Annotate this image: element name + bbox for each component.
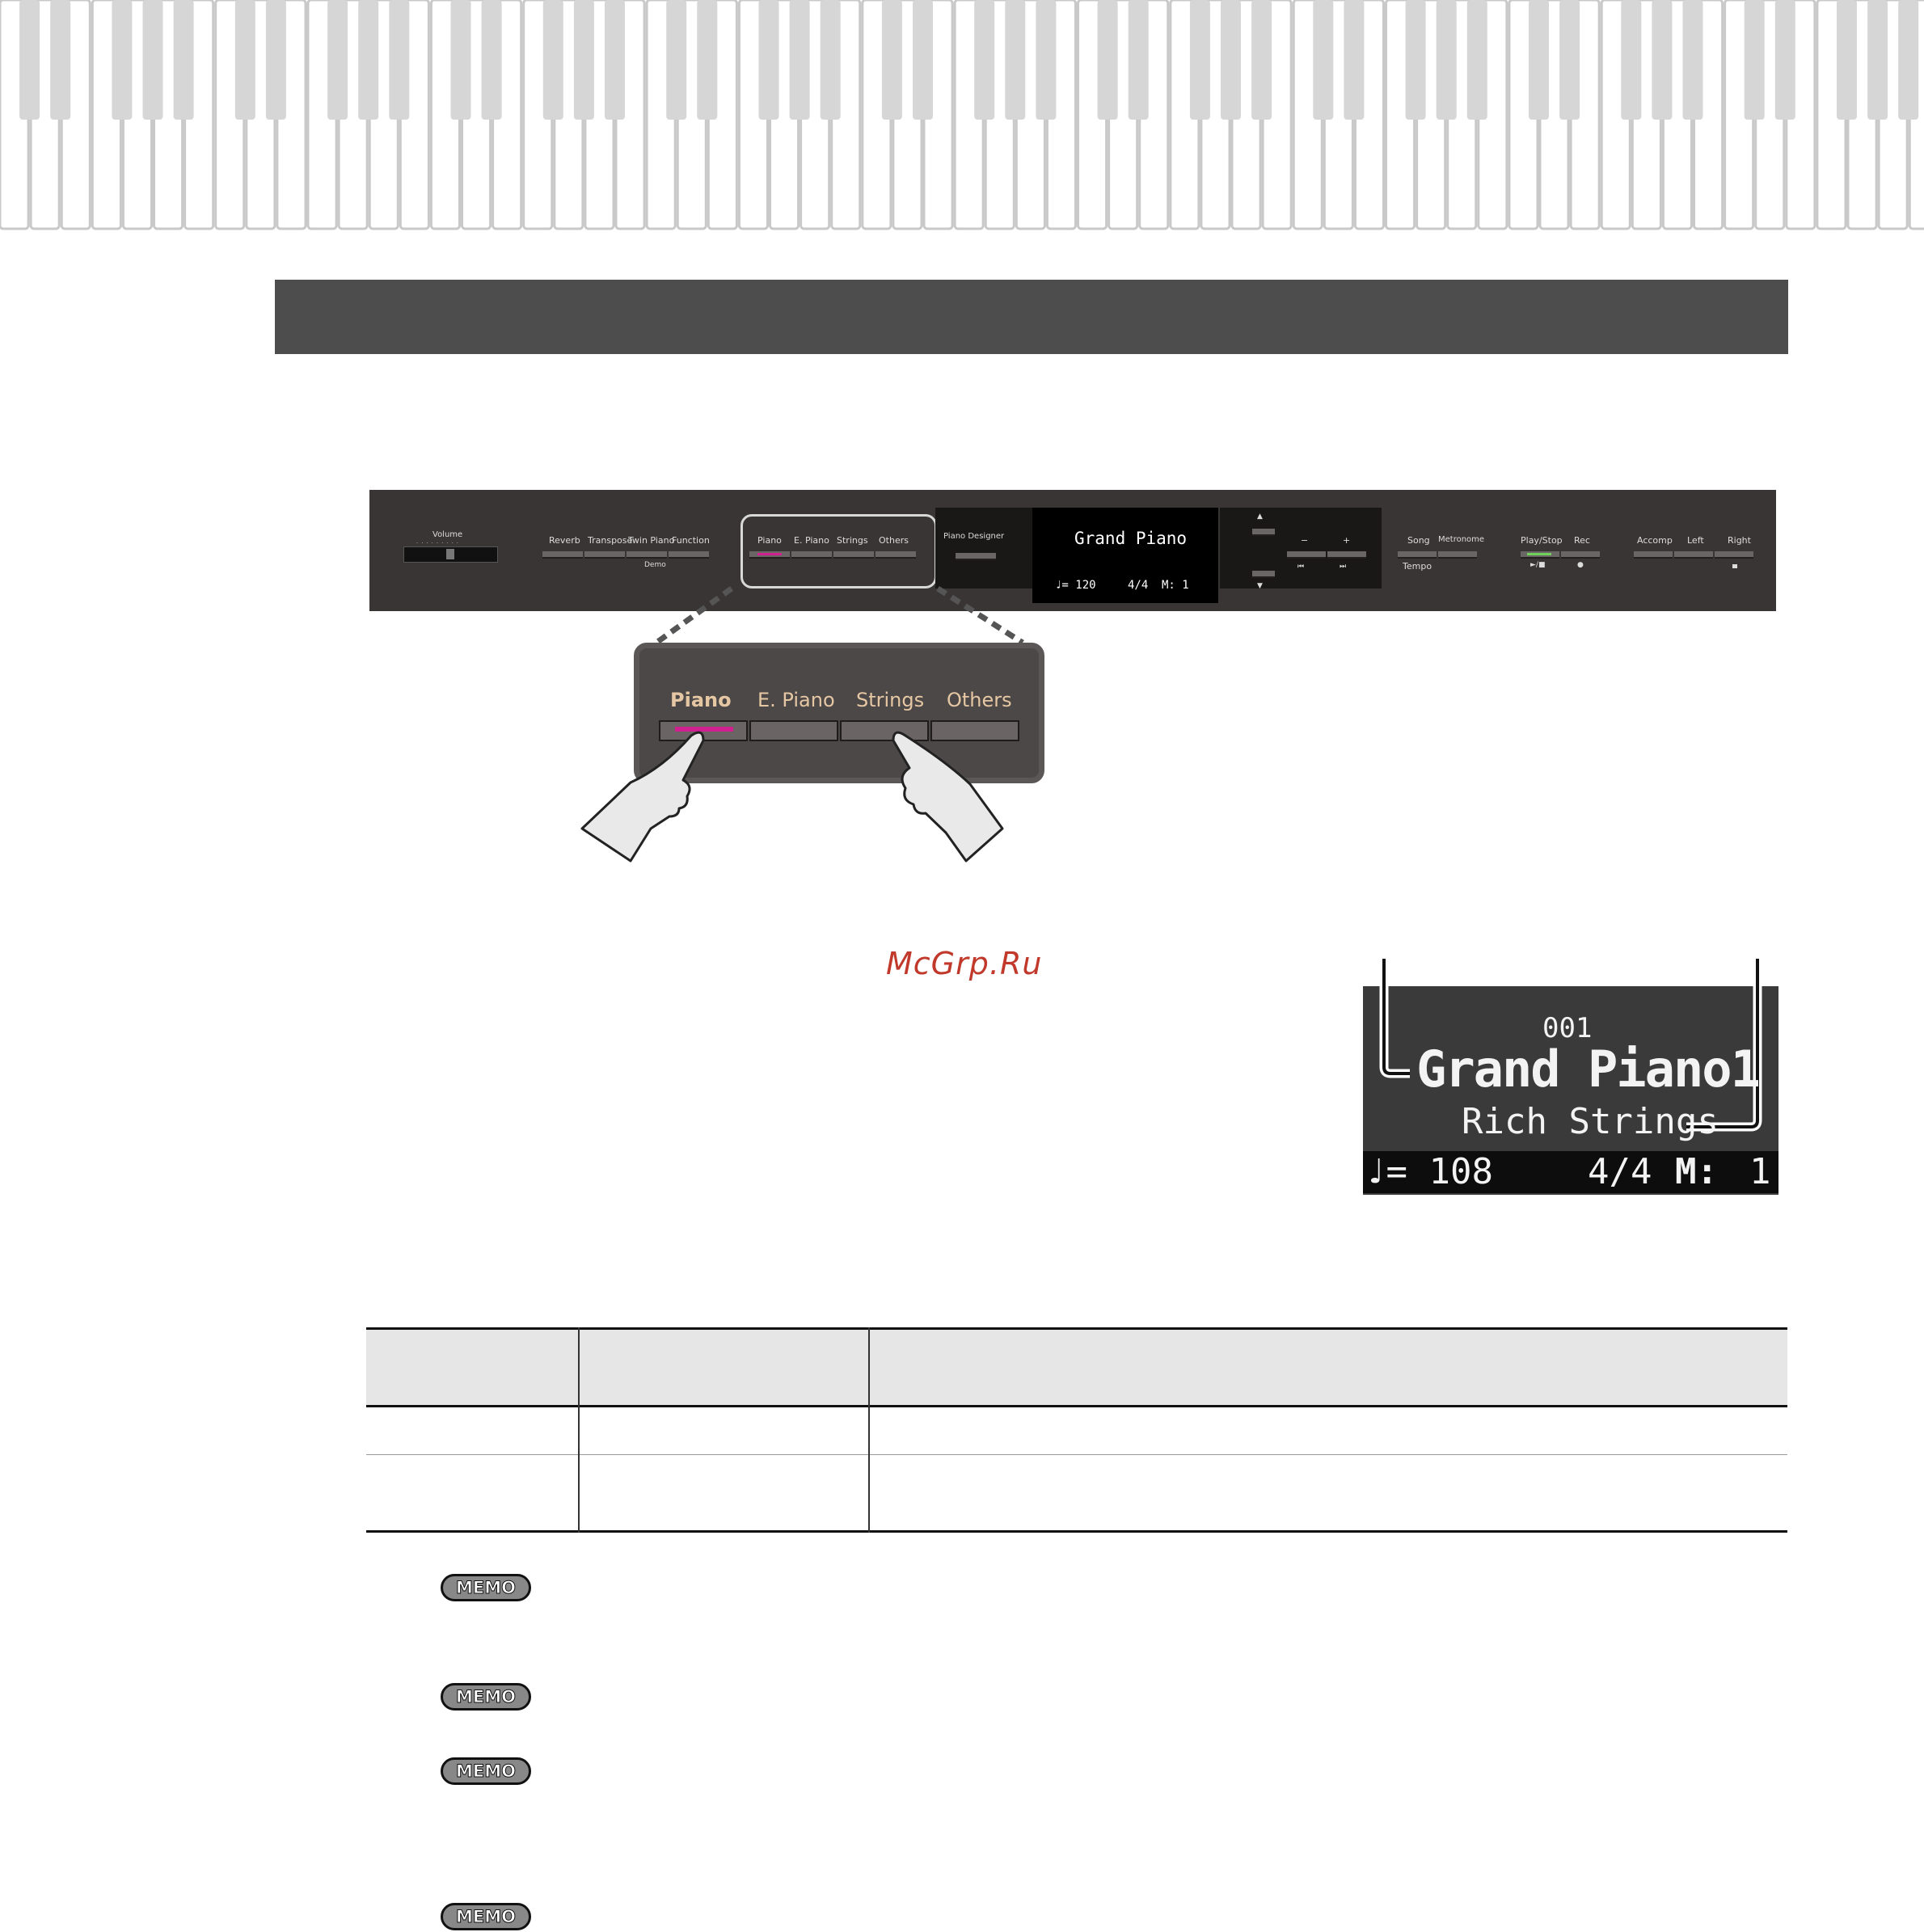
reverb-label: Reverb [549, 535, 580, 546]
panel-others-label: Others [879, 535, 909, 546]
transpose-label: Transpose [588, 535, 633, 546]
play-stop-label: Play/Stop [1521, 535, 1563, 546]
memo-badge: MEMO [441, 1757, 531, 1785]
tone-1-name: Grand Piano1 [1416, 1040, 1759, 1099]
rec-label: Rec [1574, 535, 1590, 546]
minus-label: − [1301, 535, 1309, 546]
table-column-divider-2 [868, 1327, 870, 1533]
demo-label: Demo [644, 561, 666, 569]
piano-designer-label: Piano Designer [943, 532, 1005, 541]
pressing-hands-illustration [566, 711, 1019, 873]
memo-badge: MEMO [441, 1683, 531, 1711]
panel-e-piano-label: E. Piano [794, 535, 829, 546]
song-label: Song [1407, 535, 1430, 546]
volume-label: Volume [432, 530, 463, 539]
tone-number: 001 [1542, 1012, 1593, 1044]
zoom-piano-label: Piano [670, 689, 732, 711]
panel-display-tempo: ♩= 120 [1055, 579, 1096, 592]
right-label: Right [1728, 535, 1751, 546]
rewind-icon: ⏮ [1297, 563, 1305, 571]
tone-tempo: ♩= 108 [1365, 1151, 1493, 1192]
panel-display-measure: M: 1 [1162, 579, 1189, 592]
volume-dots: ········· [416, 540, 462, 546]
zoom-others-label: Others [947, 689, 1012, 711]
down-icon: ▼ [1257, 582, 1263, 590]
plus-label: + [1343, 535, 1351, 546]
up-icon: ▲ [1257, 513, 1263, 521]
zoom-e-piano-label: E. Piano [757, 689, 835, 711]
panel-strings-label: Strings [837, 535, 868, 546]
accomp-label: Accomp [1637, 535, 1673, 546]
right-hand-icon [893, 732, 1002, 861]
function-label: Function [672, 535, 710, 546]
forward-icon: ⏭ [1340, 563, 1347, 571]
tone-measure-label: M: [1675, 1151, 1718, 1192]
panel-display-title: Grand Piano [1074, 529, 1188, 548]
tone-measure: 1 [1749, 1151, 1771, 1192]
memo-badge: MEMO [441, 1903, 531, 1930]
tone-2-name: Rich Strings [1462, 1101, 1719, 1142]
play-stop-icon: ►/■ [1530, 561, 1546, 569]
twin-piano-label: Twin Piano [628, 535, 675, 546]
metronome-label: Metronome [1438, 535, 1485, 544]
tone-beat: 4/4 [1588, 1151, 1652, 1192]
rec-icon: ● [1577, 561, 1584, 569]
memo-badge: MEMO [441, 1574, 531, 1601]
table-column-divider-1 [578, 1327, 580, 1533]
zoom-strings-label: Strings [856, 689, 925, 711]
info-table [366, 1327, 1787, 1533]
left-label: Left [1687, 535, 1704, 546]
tempo-label: Tempo [1403, 561, 1432, 572]
watermark: McGrp.Ru [886, 946, 1043, 981]
panel-display-beat: 4/4 [1128, 579, 1149, 592]
left-hand-icon [582, 732, 703, 861]
panel-piano-label: Piano [757, 535, 782, 546]
